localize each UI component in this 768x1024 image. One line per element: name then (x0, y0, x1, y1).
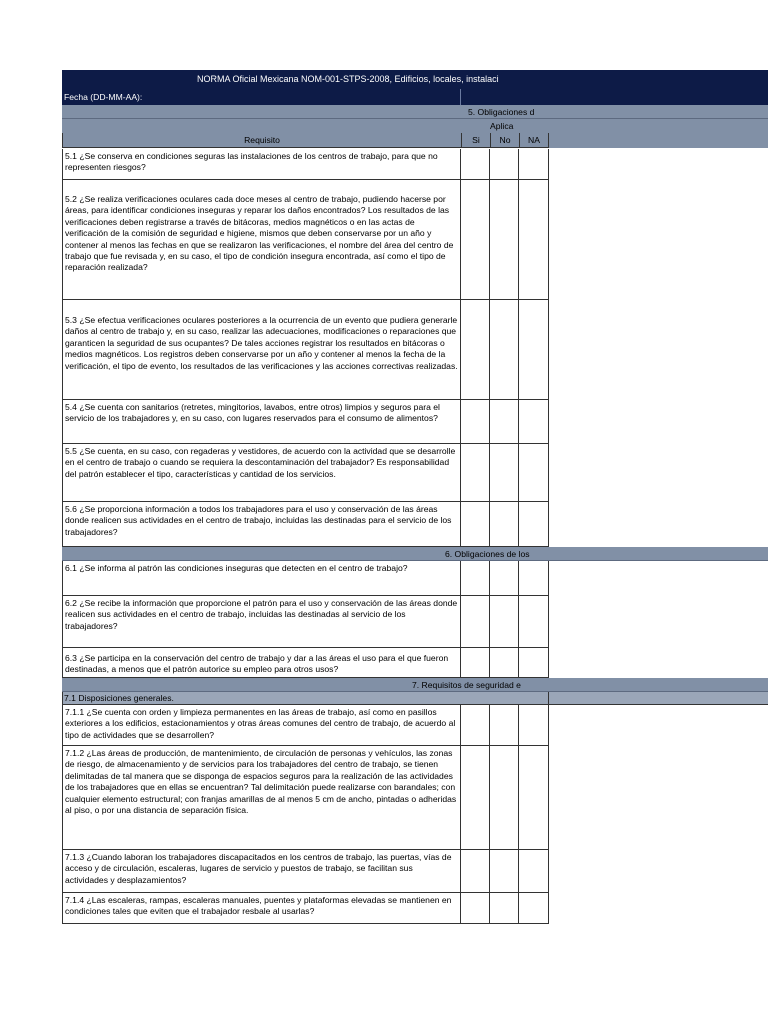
col-no: No (490, 133, 519, 148)
col-requisito: Requisito (62, 133, 461, 148)
requirement-text: 6.2 ¿Se recibe la información que proporcione el patrón para el uso y conservación de las áreas donde realicen sus actividades en el centro de trabajo, incluidas las destinadas al servicio de los trabajadores? (62, 596, 461, 648)
aplica-label: Aplica (490, 121, 514, 131)
requirement-text: 5.4 ¿Se cuenta con sanitarios (retretes, mingitorios, lavabos, entre otros) limpios y seguros para el servicio de los trabajadores y, en su caso, con lugares reservados para el consumo de alimentos? (62, 400, 461, 444)
requirement-row (62, 400, 768, 444)
check-na[interactable] (519, 850, 549, 893)
check-si[interactable] (461, 400, 490, 444)
check-no[interactable] (490, 502, 519, 547)
date-label: Fecha (DD-MM-AA): (64, 92, 143, 102)
check-na[interactable] (519, 893, 549, 924)
requirement-row (62, 705, 768, 746)
aplica-row (62, 119, 768, 133)
check-si[interactable] (461, 648, 490, 678)
check-no[interactable] (490, 561, 519, 596)
requirement-text: 7.1.2 ¿Las áreas de producción, de mantenimiento, de circulación de personas y vehículos, las zonas de riesgo, de almacenamiento y de servicios para los trabajadores del centro de trabajo, se tienen delimitadas de tal manera que se disponga de espacios seguros para la realización de las actividades de los trabajadores que en ellas se encuentran? Tal delimitación puede realizarse con barandales; con cualquier elemento estructural; con franjas amarillas de al menos 5 cm de ancho, pintadas o adheridas al piso, o por una distancia de separación física. (62, 746, 461, 850)
check-no[interactable] (490, 893, 519, 924)
check-na[interactable] (519, 502, 549, 547)
requirement-row (62, 893, 768, 924)
check-si[interactable] (461, 444, 490, 502)
check-no[interactable] (490, 596, 519, 648)
requirement-text: 7.1.3 ¿Cuando laboran los trabajadores discapacitados en los centros de trabajo, las puertas, vías de acceso y de circulación, escaleras, lugares de servicio y puestos de trabajo, se facilitan sus actividades y desplazamientos? (62, 850, 461, 893)
check-no[interactable] (490, 180, 519, 300)
check-si[interactable] (461, 746, 490, 850)
requirement-text: 5.6 ¿Se proporciona información a todos los trabajadores para el uso y conservación de las áreas donde realicen sus actividades en el centro de trabajo, incluidas las destinadas para el servicio de los trabajadores? (62, 502, 461, 547)
check-na[interactable] (519, 180, 549, 300)
requirement-row (62, 444, 768, 502)
requirement-text: 5.5 ¿Se cuenta, en su caso, con regaderas y vestidores, de acuerdo con la actividad que se desarrolle en el centro de trabajo o cuando se requiera la descontaminación del trabajador? Es responsabilidad del patrón establecer el tipo, características y cantidad de los servicios. (62, 444, 461, 502)
check-si[interactable] (461, 561, 490, 596)
check-si[interactable] (461, 300, 490, 400)
check-na[interactable] (519, 444, 549, 502)
check-no[interactable] (490, 400, 519, 444)
title-text: NORMA Oficial Mexicana NOM-001-STPS-2008, Edificios, locales, instalaci (197, 74, 499, 84)
col-si: Si (461, 133, 490, 148)
requirement-text: 5.1 ¿Se conserva en condiciones seguras las instalaciones de los centros de trabajo, para que no representen riesgos? (62, 149, 461, 180)
requirement-row (62, 149, 768, 180)
col-na: NA (519, 133, 549, 148)
check-na[interactable] (519, 300, 549, 400)
check-si[interactable] (461, 596, 490, 648)
requirement-text: 7.1.1 ¿Se cuenta con orden y limpieza permanentes en las áreas de trabajo, así como en pasillos exteriores a los edificios, estacionamientos y otras áreas comunes del centro de trabajo, de acuerdo al tipo de actividades que se desarrollen? (62, 705, 461, 746)
requirement-row (62, 596, 768, 648)
check-si[interactable] (461, 180, 490, 300)
check-no[interactable] (490, 648, 519, 678)
requirement-row (62, 850, 768, 893)
requirement-text: 6.1 ¿Se informa al patrón las condiciones inseguras que detecten en el centro de trabajo? (62, 561, 461, 596)
check-no[interactable] (490, 300, 519, 400)
requirement-row (62, 502, 768, 547)
date-divider (460, 89, 461, 105)
check-si[interactable] (461, 502, 490, 547)
check-si[interactable] (461, 149, 490, 180)
check-na[interactable] (519, 149, 549, 180)
check-no[interactable] (490, 705, 519, 746)
section-5-header (62, 105, 768, 119)
requirement-row (62, 746, 768, 850)
date-row (62, 89, 768, 105)
section-6-title: 6. Obligaciones de los (445, 549, 530, 559)
section-7-title: 7. Requisitos de seguridad e (412, 680, 521, 690)
check-na[interactable] (519, 746, 549, 850)
check-na[interactable] (519, 561, 549, 596)
requirement-text: 5.3 ¿Se efectua verificaciones oculares posteriores a la ocurrencia de un evento que pudiera generarle daños al centro de trabajo y, en su caso, realizar las adecuaciones, modificaciones o reparaciones que garanticen la seguridad de sus ocupantes? De tales acciones registrar los resultados en bitácoras o medios magnéticos. Los registros deben conservarse por un año y contener al menos la fecha de la verificación, el tipo de evento, los resultados de las verificaciones y las acciones correctivas realizadas. (62, 300, 461, 400)
requirement-row (62, 300, 768, 400)
requirement-text: 6.3 ¿Se participa en la conservación del centro de trabajo y dar a las áreas el uso para el que fueron destinadas, a menos que el patrón autorice su empleo para otros usos? (62, 648, 461, 678)
requirement-text: 5.2 ¿Se realiza verificaciones oculares cada doce meses al centro de trabajo, pudiendo hacerse por áreas, para identificar condiciones inseguras y reparar los daños encontrados? Los resultados de las verificaciones deben registrarse a través de bitácoras, medios magnéticos o en las actas de verificación de la comisión de seguridad e higiene, mismos que deben conservarse por un año y contener al menos las fechas en que se realizaron las verificaciones, el nombre del área del centro de trabajo que fue revisada y, en su caso, el tipo de condición insegura encontrada, así como el tipo de reparación realizada? (62, 180, 461, 300)
subsection-7-1-title: 7.1 Disposiciones generales. (64, 693, 174, 703)
check-si[interactable] (461, 705, 490, 746)
section-5-title: 5. Obligaciones d (468, 107, 535, 117)
check-no[interactable] (490, 444, 519, 502)
check-na[interactable] (519, 648, 549, 678)
requirement-row (62, 648, 768, 678)
section-6-header (62, 547, 768, 561)
check-si[interactable] (461, 893, 490, 924)
requirement-text: 7.1.4 ¿Las escaleras, rampas, escaleras manuales, puentes y plataformas elevadas se mantienen en condiciones tales que eviten que el trabajador resbale al usarlas? (62, 893, 461, 924)
check-na[interactable] (519, 596, 549, 648)
section-7-header (62, 678, 768, 692)
document-title (62, 70, 768, 89)
subsection-7-1-header (62, 692, 768, 705)
check-na[interactable] (519, 705, 549, 746)
check-no[interactable] (490, 746, 519, 850)
check-si[interactable] (461, 850, 490, 893)
check-no[interactable] (490, 149, 519, 180)
check-no[interactable] (490, 850, 519, 893)
column-header-row (62, 133, 768, 148)
requirement-row (62, 561, 768, 596)
requirement-row (62, 180, 768, 300)
check-na[interactable] (519, 400, 549, 444)
